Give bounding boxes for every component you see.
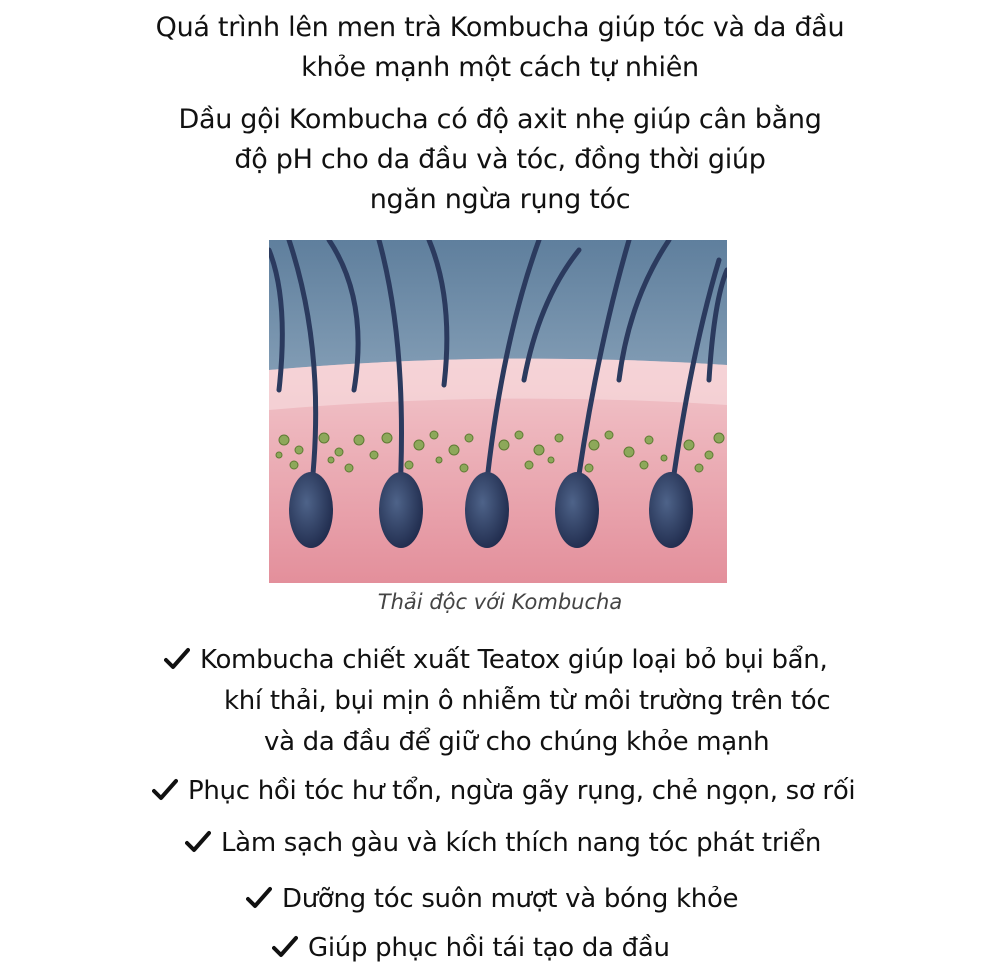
feature-item-4	[246, 879, 738, 920]
intro-paragraph-1	[0, 8, 1000, 88]
feature-2-text: Phục hồi tóc hư tổn, ngừa gãy rụng, chẻ ngọn, sơ rối	[188, 776, 856, 806]
feature-item-3	[185, 823, 821, 864]
intro-line-3: Dầu gội Kombucha có độ axit nhẹ giúp cân bằng	[178, 104, 822, 135]
feature-4-text: Dưỡng tóc suôn mượt và bóng khỏe	[282, 884, 739, 914]
intro-line-4: độ pH cho da đầu và tóc, đồng thời giúp	[234, 144, 766, 175]
checkmark-icon	[272, 935, 298, 959]
feature-5-text: Giúp phục hồi tái tạo da đầu	[308, 933, 670, 963]
image-caption: Thải độc với Kombucha	[377, 590, 623, 614]
feature-1-line-2: khí thải, bụi mịn ô nhiễm từ môi trường trên tóc	[224, 686, 831, 716]
feature-item-2	[152, 771, 855, 812]
intro-line-2: khỏe mạnh một cách tự nhiên	[301, 52, 699, 83]
checkmark-icon	[246, 886, 272, 910]
scalp-follicle-illustration	[269, 240, 727, 583]
intro-line-1: Quá trình lên men trà Kombucha giúp tóc và da đầu	[155, 12, 845, 43]
feature-3-text: Làm sạch gàu và kích thích nang tóc phát triển	[221, 828, 822, 858]
checkmark-icon	[185, 830, 211, 854]
intro-line-5: ngăn ngừa rụng tóc	[369, 184, 631, 215]
feature-1-line-1: Kombucha chiết xuất Teatox giúp loại bỏ bụi bẩn,	[200, 645, 828, 675]
checkmark-icon	[164, 647, 190, 671]
feature-item-1	[164, 640, 830, 763]
feature-item-5	[272, 928, 670, 969]
feature-1-line-3: và da đầu để giữ cho chúng khỏe mạnh	[264, 727, 770, 757]
intro-paragraph-2	[0, 100, 1000, 220]
checkmark-icon	[152, 778, 178, 802]
